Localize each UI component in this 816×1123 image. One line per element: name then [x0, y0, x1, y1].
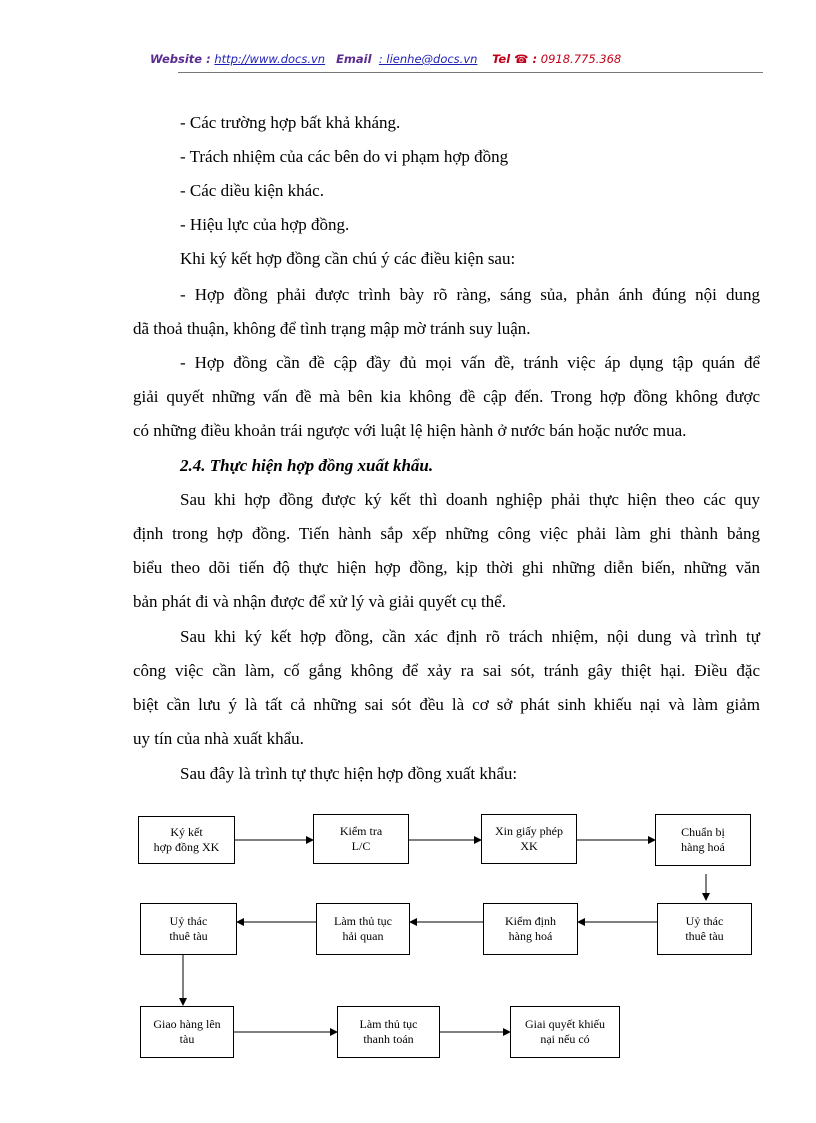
flow-box-resolve-claims — [510, 1006, 620, 1058]
flow-box-line: Uỷ thác — [169, 914, 208, 928]
email-label: Email — [336, 52, 372, 66]
list-item: - Trách nhiệm của các bên do vi phạm hợp đồng — [180, 147, 509, 166]
flow-box-line: Làm thủ tục — [334, 914, 392, 928]
flow-box-payment — [337, 1006, 440, 1058]
para-1-line-4: bản phát đi và nhận được để xử lý và giải quyết cụ thể. — [133, 592, 506, 611]
flow-box-line: Uỷ thác — [685, 914, 724, 928]
condition-2-line-2: giải quyết những vấn đề mà bên kia không đề cập đến. Trong hợp đồng không được — [133, 387, 760, 406]
website-link[interactable]: http://www.docs.vn — [214, 52, 326, 66]
flow-box-line: hàng hoá — [681, 840, 725, 854]
flow-box-line: Giao hàng lên — [153, 1017, 221, 1031]
flow-box-charter-ship-left — [140, 903, 237, 955]
flow-box-deliver-goods — [140, 1006, 234, 1058]
flow-box-line: thanh toán — [363, 1032, 414, 1046]
list-item: - Hiệu lực của hợp đồng. — [180, 215, 350, 234]
list-item: - Các trường hợp bất khả kháng. — [180, 113, 401, 132]
section-heading: 2.4. Thực hiện hợp đồng xuất khẩu. — [180, 456, 434, 475]
flow-box-line: Giai quyết khiếu — [525, 1017, 605, 1031]
para-2-line-3: biệt cần lưu ý là tất cả những sai sót đều là cơ sở phát sinh khiếu nại và làm giảm — [133, 695, 760, 714]
para-2-line-1: Sau khi ký kết hợp đồng, cần xác định rõ trách nhiệm, nội dung và trình tự — [180, 627, 760, 646]
flow-box-line: Chuẩn bị — [681, 825, 725, 839]
flow-box-line: Kiểm định — [505, 914, 556, 928]
condition-2-line-1: - Hợp đồng cần đề cập đầy đủ mọi vấn đề, tránh việc áp dụng tập quán để — [180, 353, 760, 372]
para-2-line-4: uy tín của nhà xuất khẩu. — [133, 729, 304, 748]
flow-box-line: Làm thủ tục — [359, 1017, 418, 1031]
para-1-line-3: biểu theo dõi tiến độ thực hiện hợp đồng, kịp thời ghi những diễn biến, những văn — [133, 558, 760, 577]
tel-value: 0918.775.368 — [540, 52, 622, 66]
flow-box-line: hàng hoá — [508, 929, 553, 943]
flow-box-line: Ký kết — [170, 825, 203, 839]
flow-box-prepare-goods — [655, 814, 751, 866]
condition-2-line-3: có những điều khoản trái ngược với luật lệ hiện hành ở nước bán hoặc nước mua. — [133, 421, 687, 440]
email-link[interactable]: : lienhe@docs.vn — [378, 52, 478, 66]
flow-box-line: L/C — [351, 839, 371, 853]
flow-box-charter-ship-right — [657, 903, 752, 955]
flow-box-line: hợp đồng XK — [153, 840, 220, 854]
flow-box-line: thuê tàu — [685, 929, 724, 943]
flow-box-line: Xin giấy phép — [495, 824, 563, 838]
para-1-line-2: định trong hợp đồng. Tiến hành sắp xếp những công việc phải làm ghi thành bảng — [133, 524, 760, 543]
flow-box-customs — [316, 903, 410, 955]
flow-box-line: thuê tàu — [169, 929, 208, 943]
flow-box-check-lc — [313, 814, 409, 864]
list-item: - Các diều kiện khác. — [180, 181, 324, 200]
para-2-line-2: công việc cần làm, cố gắng không để xảy ra sai sót, tránh gây thiệt hại. Điều đặc — [133, 661, 760, 680]
flow-box-line: nại nếu có — [540, 1032, 590, 1046]
flow-box-inspect-goods — [483, 903, 578, 955]
condition-1-line-1: - Hợp đồng phải được trình bày rõ ràng, sáng sủa, phản ánh đúng nội dung — [180, 285, 760, 304]
flow-box-export-license — [481, 814, 577, 864]
conditions-intro: Khi ký kết hợp đồng cần chú ý các điều kiện sau: — [180, 249, 516, 268]
condition-1-line-2: dã thoả thuận, không để tình trạng mập mờ tránh suy luận. — [133, 319, 531, 338]
flow-box-line: tàu — [179, 1032, 195, 1046]
flow-box-sign-contract — [138, 816, 235, 864]
flow-box-line: hải quan — [342, 929, 384, 943]
website-label: Website : — [150, 52, 211, 66]
flow-intro: Sau đây là trình tự thực hiện hợp đồng xuất khẩu: — [180, 764, 518, 783]
flow-box-line: Kiểm tra — [339, 824, 383, 838]
flow-box-line: XK — [520, 839, 538, 853]
para-1-line-1: Sau khi hợp đồng được ký kết thì doanh nghiệp phải thực hiện theo các quy — [180, 490, 760, 509]
tel-label: Tel ☎ : — [492, 52, 538, 66]
